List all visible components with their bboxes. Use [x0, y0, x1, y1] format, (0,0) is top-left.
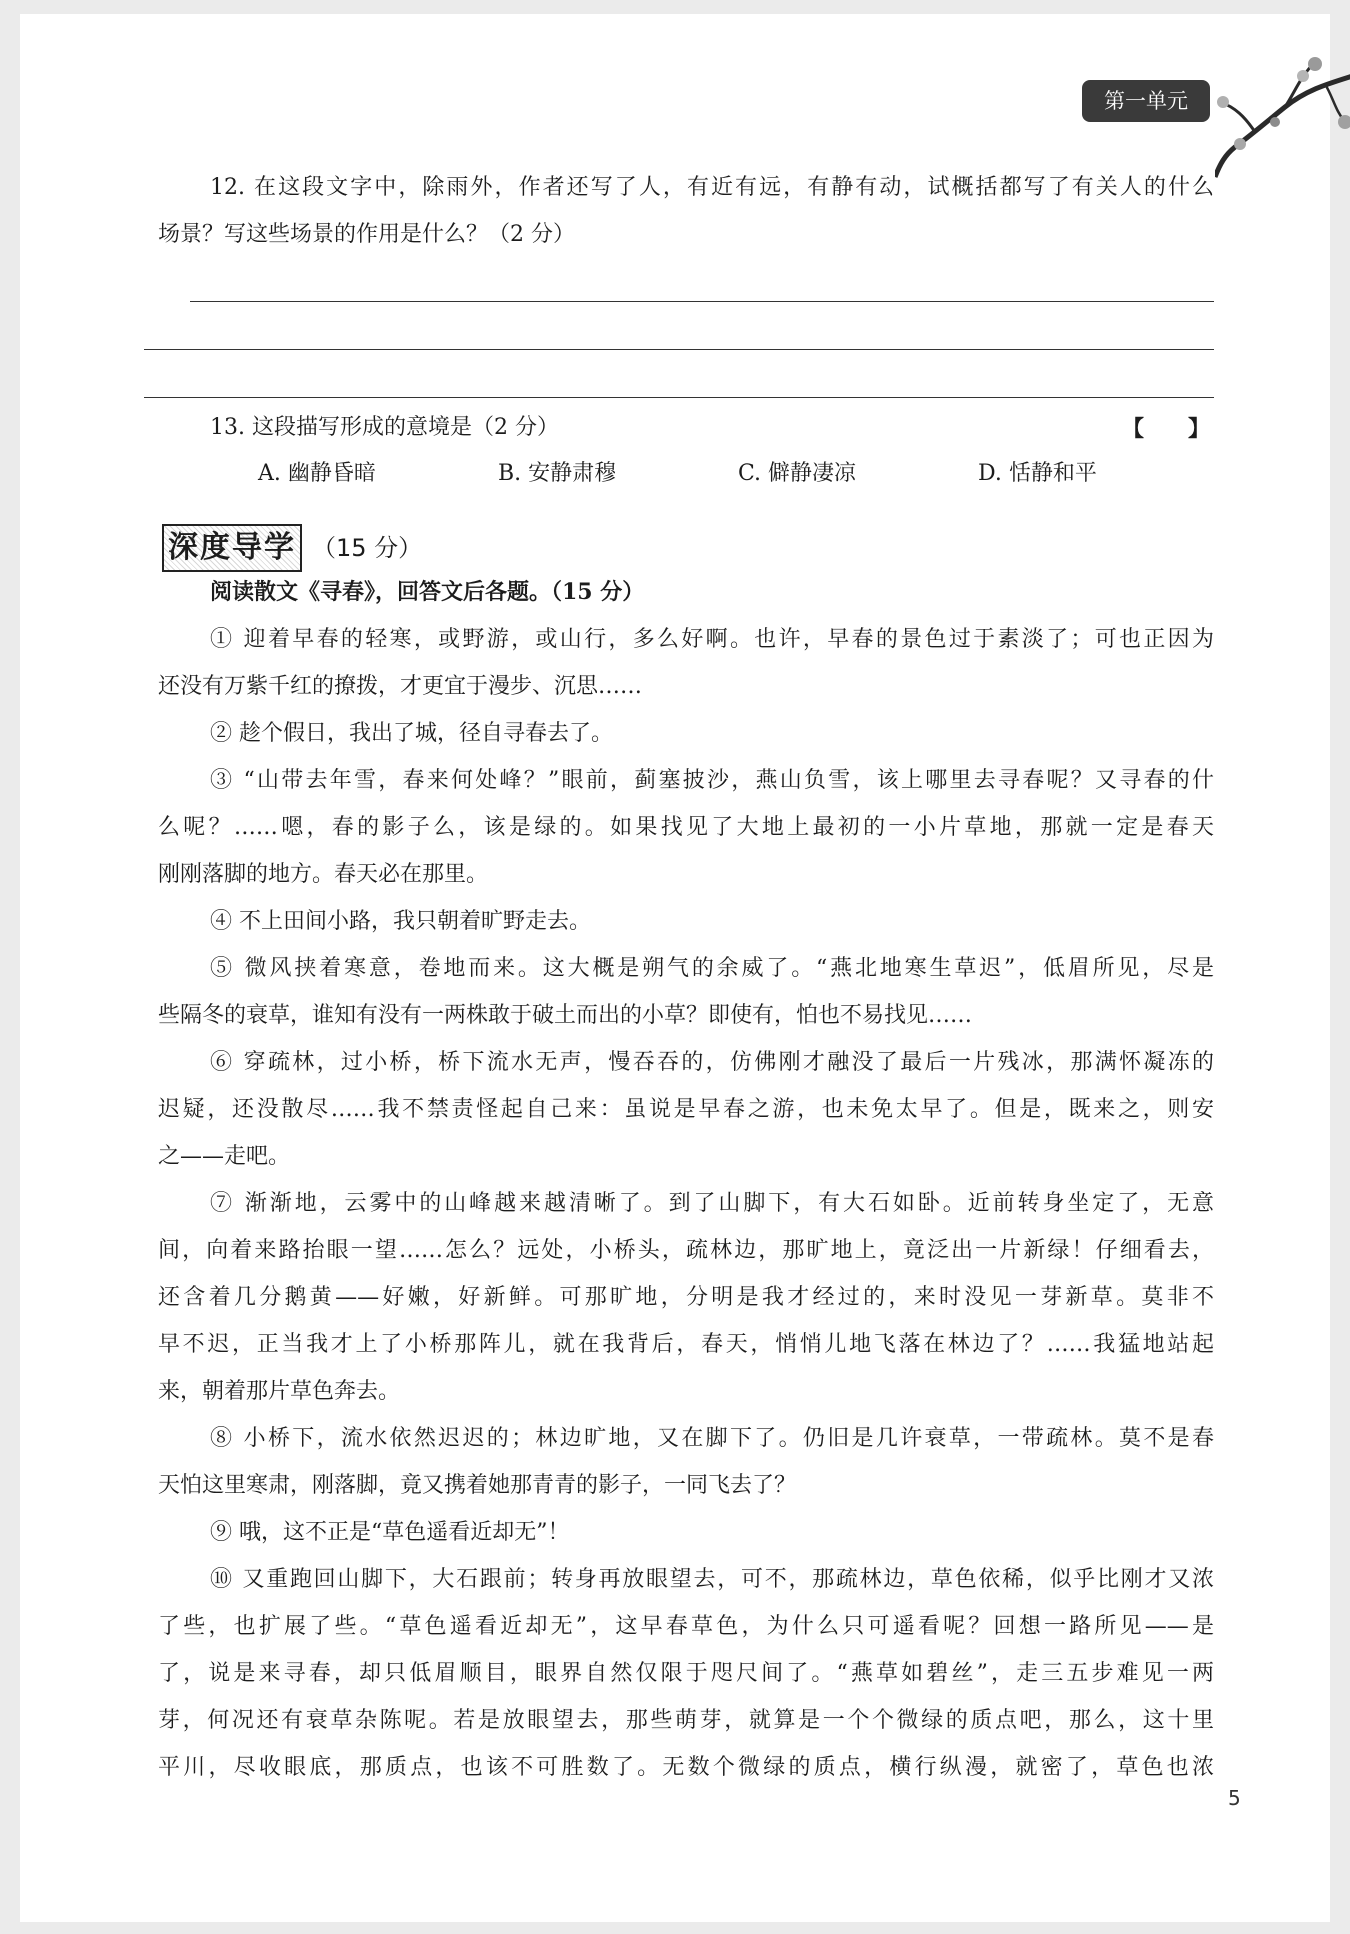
passage-line: ④ 不上田间小路，我只朝着旷野走去。 [210, 909, 591, 934]
option-b[interactable]: B. 安静肃穆 [498, 461, 617, 486]
section-instruction: 阅读散文《寻春》，回答文后各题。（15 分） [210, 579, 645, 605]
passage-line: ② 趁个假日，我出了城，径自寻春去了。 [210, 721, 613, 746]
passage-line: ⑥ 穿疏林，过小桥，桥下流水无声，慢吞吞的，仿佛刚才融没了最后一片残冰，那满怀凝冻的 [210, 1050, 1214, 1075]
passage-line: 么呢？……嗯，春的影子么，该是绿的。如果找见了大地上最初的一小片草地，那就一定是春天 [158, 815, 1214, 840]
answer-bracket[interactable]: 【 】 [1122, 416, 1211, 442]
option-c[interactable]: C. 僻静凄凉 [738, 461, 857, 486]
section-score: （15 分） [312, 534, 423, 562]
passage-line: 些隔冬的衰草，谁知有没有一两株敢于破土而出的小草？即使有，怕也不易找见…… [158, 1003, 973, 1028]
passage-line: ⑤ 微风挟着寒意，卷地而来。这大概是朔气的余威了。“燕北地寒生草迟”，低眉所见，尽是 [210, 956, 1214, 981]
passage-line: 了，说是来寻春，却只低眉顺目，眼界自然仅限于咫尺间了。“燕草如碧丝”，走三五步难见一两 [158, 1661, 1214, 1686]
q12-line-2: 场景？写这些场景的作用是什么？（2 分） [158, 222, 575, 247]
passage-line: 还含着几分鹅黄——好嫩，好新鲜。可那旷地，分明是我才经过的，来时没见一芽新草。莫非不 [158, 1285, 1214, 1310]
passage-line: 天怕这里寒肃，刚落脚，竟又携着她那青青的影子，一同飞去了？ [158, 1473, 797, 1498]
plum-branch-decoration [1215, 52, 1350, 182]
section-title: 深度导学 [162, 524, 302, 572]
answer-line-2[interactable] [144, 349, 1214, 350]
passage-line: ⑨ 哦，这不正是“草色遥看近却无”！ [210, 1520, 570, 1545]
q13-stem: 13. 这段描写形成的意境是（2 分） [210, 415, 559, 440]
passage-line: 芽，何况还有衰草杂陈呢。若是放眼望去，那些萌芽，就算是一个个微绿的质点吧，那么，这十里 [158, 1708, 1214, 1733]
passage-line: 平川，尽收眼底，那质点，也该不可胜数了。无数个微绿的质点，横行纵漫，就密了，草色也浓 [158, 1755, 1214, 1780]
passage-line: 刚刚落脚的地方。春天必在那里。 [158, 862, 489, 887]
passage-line: 了些，也扩展了些。“草色遥看近却无”，这早春草色，为什么只可遥看呢？回想一路所见——是 [158, 1614, 1214, 1639]
passage-line: ⑩ 又重跑回山脚下，大石跟前；转身再放眼望去，可不，那疏林边，草色依稀，似乎比刚才又浓 [210, 1567, 1214, 1592]
passage-line: ⑧ 小桥下，流水依然迟迟的；林边旷地，又在脚下了。仍旧是几许衰草，一带疏林。莫不是春 [210, 1426, 1214, 1451]
page [20, 14, 1330, 1922]
unit-label: 第一单元 [1082, 80, 1210, 122]
passage-line: 还没有万紫千红的撩拨，才更宜于漫步、沉思…… [158, 674, 643, 699]
passage-line: ③ “山带去年雪，春来何处峰？”眼前，蓟塞披沙，燕山负雪，该上哪里去寻春呢？又寻春的什 [210, 768, 1214, 793]
page-number: 5 [1228, 1786, 1241, 1810]
passage-line: 之——走吧。 [158, 1144, 291, 1169]
answer-line-1[interactable] [190, 301, 1214, 302]
passage-line: 迟疑，还没散尽……我不禁责怪起自己来：虽说是早春之游，也未免太早了。但是，既来之，则安 [158, 1097, 1214, 1122]
passage-line: ⑦ 渐渐地，云雾中的山峰越来越清晰了。到了山脚下，有大石如卧。近前转身坐定了，无意 [210, 1191, 1214, 1216]
answer-line-3[interactable] [144, 397, 1214, 398]
option-d[interactable]: D. 恬静和平 [978, 461, 1097, 486]
passage-line: ① 迎着早春的轻寒，或野游，或山行，多么好啊。也许，早春的景色过于素淡了；可也正因为 [210, 627, 1214, 652]
passage-line: 早不迟，正当我才上了小桥那阵儿，就在我背后，春天，悄悄儿地飞落在林边了？……我猛地站起 [158, 1332, 1214, 1357]
passage-line: 间，向着来路抬眼一望……怎么？远处，小桥头，疏林边，那旷地上，竟泛出一片新绿！仔细看去， [158, 1238, 1214, 1263]
passage-line: 来，朝着那片草色奔去。 [158, 1379, 401, 1404]
option-a[interactable]: A. 幽静昏暗 [258, 461, 376, 486]
q12-line-1: 12. 在这段文字中，除雨外，作者还写了人，有近有远，有静有动，试概括都写了有关人的什么 [210, 175, 1214, 200]
